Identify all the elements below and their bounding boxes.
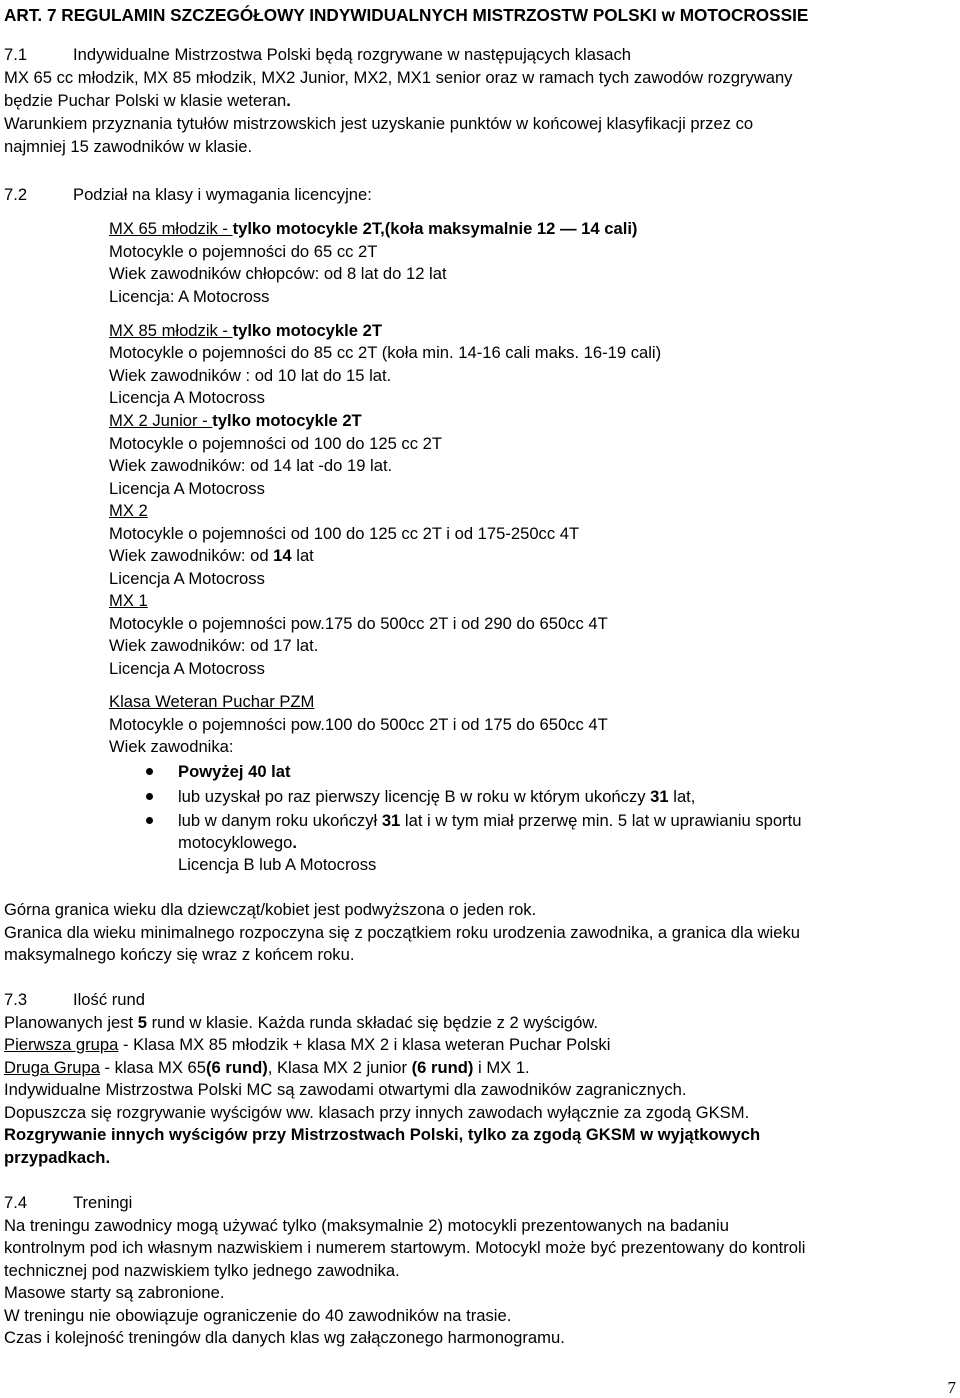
veteran-bullet-2-suffix: lat, xyxy=(668,787,696,806)
section-7-3-line-5: Dopuszcza się rozgrywanie wyścigów ww. klasach przy innych zawodach wyłącznie za zgodą GKSM. xyxy=(4,1103,750,1122)
second-group-rounds-2: (6 rund) xyxy=(411,1058,474,1077)
class-mx65-line-2: Wiek zawodników chłopców: od 8 lat do 12 lat xyxy=(109,264,447,283)
class-mx2-junior-heading xyxy=(109,411,362,431)
class-mx2-age-value: 14 xyxy=(273,546,292,565)
veteran-bullet-3-suffix: lat i w tym miał przerwę min. 5 lat w uprawianiu sportu xyxy=(400,811,802,830)
section-7-3-heading: Ilość rund xyxy=(73,990,145,1009)
veteran-bullet-3-end: motocyklowego xyxy=(178,833,293,852)
second-group-text-2: , Klasa MX 2 junior xyxy=(267,1058,412,1077)
rounds-text-start: Planowanych jest xyxy=(4,1013,138,1032)
section-7-3-line-1 xyxy=(4,1013,598,1033)
class-mx65-restriction: tylko motocykle 2T,(koła maksymalnie 12 — 14 cali) xyxy=(232,219,638,238)
section-7-4-line-2: kontrolnym pod ich własnym nazwiskiem i numerem startowym. Motocykl może być prezentowany do kontroli xyxy=(4,1238,806,1257)
section-7-3-line-7: przypadkach. xyxy=(4,1148,111,1167)
section-7-1-line-4: Warunkiem przyznania tytułów mistrzowskich jest uzyskanie punktów w końcowej klasyfikacji przez co xyxy=(4,114,754,133)
class-mx65-name: MX 65 młodzik - xyxy=(109,219,233,238)
section-7-4-heading: Treningi xyxy=(73,1193,133,1212)
class-mx65-heading xyxy=(109,219,637,239)
second-group-text-1: - klasa MX 65 xyxy=(99,1058,206,1077)
section-7-1-line-3-text: będzie Puchar Polski w klasie weteran xyxy=(4,91,287,110)
class-mx2-line-2 xyxy=(109,546,314,566)
class-mx2-junior-restriction: tylko motocykle 2T xyxy=(212,411,362,430)
section-7-3-line-6: Rozgrywanie innych wyścigów przy Mistrzostwach Polski, tylko za zgodą GKSM w wyjątkowych xyxy=(4,1125,761,1144)
class-mx1-name: MX 1 xyxy=(109,591,148,610)
veteran-bullet-2 xyxy=(178,787,695,807)
second-group-text-3: i MX 1. xyxy=(473,1058,530,1077)
veteran-bullet-3-text: lub w danym roku ukończył xyxy=(178,811,382,830)
first-group-label: Pierwsza grupa xyxy=(4,1035,119,1054)
first-group-classes: - Klasa MX 85 młodzik + klasa MX 2 i klasa weteran Puchar Polski xyxy=(118,1035,611,1054)
section-7-2-heading: Podział na klasy i wymagania licencyjne: xyxy=(73,185,372,204)
bullet-icon xyxy=(146,817,153,824)
class-mx2-junior-line-2: Wiek zawodników: od 14 lat -do 19 lat. xyxy=(109,456,393,475)
section-7-1-number: 7.1 xyxy=(4,45,28,64)
section-7-1-line-3 xyxy=(4,91,291,111)
bullet-icon xyxy=(146,768,153,775)
section-7-4-line-6: Czas i kolejność treningów dla danych klas wg załączonego harmonogramu. xyxy=(4,1328,565,1347)
class-veteran-name: Klasa Weteran Puchar PZM xyxy=(109,692,315,711)
section-7-1-line-1: Indywidualne Mistrzostwa Polski będą rozgrywane w następujących klasach xyxy=(73,45,632,64)
rounds-count: 5 xyxy=(137,1013,147,1032)
article-title: ART. 7 REGULAMIN SZCZEGÓŁOWY INDYWIDUALNYCH MISTRZOSTW POLSKI w MOTOCROSSIE xyxy=(4,5,809,25)
note-line-1: Górna granica wieku dla dziewcząt/kobiet jest podwyższona o jeden rok. xyxy=(4,900,537,919)
veteran-license: Licencja B lub A Motocross xyxy=(178,855,377,874)
section-7-4-line-4: Masowe starty są zabronione. xyxy=(4,1283,225,1302)
section-7-3-line-3 xyxy=(4,1058,530,1078)
veteran-bullet-1: Powyżej 40 lat xyxy=(178,762,291,781)
section-7-4-line-3: technicznej pod nazwiskiem tylko jednego zawodnika. xyxy=(4,1261,400,1280)
class-mx2-name: MX 2 xyxy=(109,501,148,520)
class-mx2-age-label: Wiek zawodników: od xyxy=(109,546,274,565)
class-mx65-line-1: Motocykle o pojemności do 65 cc 2T xyxy=(109,242,378,261)
veteran-bullet-2-age: 31 xyxy=(650,787,669,806)
note-line-2: Granica dla wieku minimalnego rozpoczyna się z początkiem roku urodzenia zawodnika, a granica dla wieku xyxy=(4,923,800,942)
class-mx1-line-2: Wiek zawodników: od 17 lat. xyxy=(109,636,319,655)
class-mx65-line-3: Licencja: A Motocross xyxy=(109,287,270,306)
section-7-4-number: 7.4 xyxy=(4,1193,28,1212)
section-7-1-line-2: MX 65 cc młodzik, MX 85 młodzik, MX2 Junior, MX2, MX1 senior oraz w ramach tych zawodów rozgrywany xyxy=(4,68,793,87)
bullet-icon xyxy=(146,793,153,800)
section-7-1-line-5: najmniej 15 zawodników w klasie. xyxy=(4,137,253,156)
class-mx2-junior-line-3: Licencja A Motocross xyxy=(109,479,265,498)
class-mx1-line-1: Motocykle o pojemności pow.175 do 500cc 2T i od 290 do 650cc 4T xyxy=(109,614,608,633)
veteran-bullet-2-text: lub uzyskał po raz pierwszy licencję B w roku w którym ukończy xyxy=(178,787,651,806)
class-mx85-restriction: tylko motocykle 2T xyxy=(232,321,382,340)
second-group-rounds-1: (6 rund) xyxy=(206,1058,268,1077)
veteran-bullet-3 xyxy=(178,811,801,831)
section-7-3-line-2 xyxy=(4,1035,610,1055)
veteran-bullet-3-age: 31 xyxy=(381,811,401,830)
second-group-label: Druga Grupa xyxy=(4,1058,100,1077)
class-mx85-line-1: Motocykle o pojemności do 85 cc 2T (koła min. 14-16 cali maks. 16-19 cali) xyxy=(109,343,662,362)
section-7-3-line-4: Indywidualne Mistrzostwa Polski MC są zawodami otwartymi dla zawodników zagranicznych. xyxy=(4,1080,687,1099)
class-mx2-junior-line-1: Motocykle o pojemności od 100 do 125 cc 2T xyxy=(109,434,442,453)
class-mx1-line-3: Licencja A Motocross xyxy=(109,659,265,678)
section-7-4-line-5: W treningu nie obowiązuje ograniczenie do 40 zawodników na trasie. xyxy=(4,1306,512,1325)
rounds-text-end: rund w klasie. Każda runda składać się będzie z 2 wyścigów. xyxy=(146,1013,599,1032)
class-mx85-heading xyxy=(109,321,382,341)
class-mx2-age-unit: lat xyxy=(291,546,314,565)
class-mx85-name: MX 85 młodzik - xyxy=(109,321,233,340)
class-veteran-line-2: Wiek zawodnika: xyxy=(109,737,234,756)
class-mx85-line-3: Licencja A Motocross xyxy=(109,388,265,407)
section-7-3-number: 7.3 xyxy=(4,990,28,1009)
class-mx85-line-2: Wiek zawodników : od 10 lat do 15 lat. xyxy=(109,366,392,385)
page-number: 7 xyxy=(947,1378,956,1397)
section-7-1-line-3-period: . xyxy=(286,91,291,110)
class-mx2-junior-name: MX 2 Junior - xyxy=(109,411,213,430)
class-mx2-line-1: Motocykle o pojemności od 100 do 125 cc 2T i od 175-250cc 4T xyxy=(109,524,580,543)
note-line-3: maksymalnego kończy się wraz z końcem roku. xyxy=(4,945,355,964)
veteran-bullet-3-continued xyxy=(178,833,297,853)
section-7-2-number: 7.2 xyxy=(4,185,28,204)
section-7-4-line-1: Na treningu zawodnicy mogą używać tylko (maksymalnie 2) motocykli prezentowanych na badaniu xyxy=(4,1216,729,1235)
veteran-bullet-3-period: . xyxy=(292,833,297,852)
class-veteran-line-1: Motocykle o pojemności pow.100 do 500cc 2T i od 175 do 650cc 4T xyxy=(109,715,608,734)
class-mx2-line-3: Licencja A Motocross xyxy=(109,569,265,588)
